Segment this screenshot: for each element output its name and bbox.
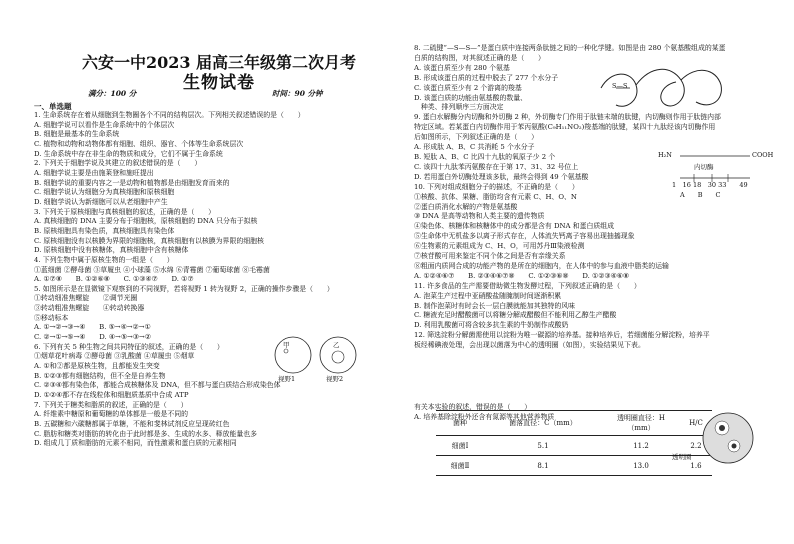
left-line: D. 细胞学说认为新细胞可以从老细胞中产生: [34, 197, 168, 206]
right-line: ⑥生物素的元素组成为 C、H、O，可用苏丹Ⅲ染液检测: [414, 242, 585, 251]
left-line: C. 原核细胞没有以核膜为界限的细胞核，真核细胞有以核膜为界限的细胞核: [34, 236, 264, 245]
right-line: 板经稀碘液处理，会出现以菌落为中心的透明圈（如图），实验结果见下表。: [414, 341, 645, 350]
table-cell: 细菌Ⅰ: [436, 436, 484, 456]
enzyme-label: 内切酶: [694, 163, 714, 171]
right-line: ③ DNA 是高等动物和人类主要的遗传物质: [414, 212, 545, 221]
table-header: H/C: [680, 411, 712, 436]
right-line: B. 制作泡菜时有时会长一层白膜就能加其独特的风味: [414, 301, 576, 310]
exam-subtitle: 生物试卷: [183, 73, 255, 93]
left-line: B. ①②③都有细胞结构，但不全是自养生物: [34, 371, 166, 380]
left-line: D. 生命系统中存在非生命的物质和成分，它们不属于生命系统: [34, 149, 223, 158]
exam-title: 六安一中2023 届高三年级第二次月考: [81, 53, 357, 72]
left-line: ①烟草花叶病毒 ②酵母菌 ③乳酸菌 ④草履虫 ⑤烟草: [34, 352, 195, 361]
left-line: 5. 如图所示是在显微镜下观察到的不同视野，若将视野 1 转为视野 2，正确的操作步骤是（ ）: [34, 284, 334, 293]
left-line: 4. 下列生物中属于原核生物的一组是（ ）: [34, 255, 174, 264]
view1-label: 视野1: [278, 375, 296, 383]
clear-zone-label: 透明圈: [672, 453, 692, 461]
left-line: C. 细胞学说认为细胞分为真核细胞和原核细胞: [34, 188, 175, 197]
left-line: B. 细胞学说的重要内容之一是动物和植物都是由细胞发育而来的: [34, 178, 230, 187]
right-line: A. ①②④⑥⑦ B. ②③④⑥⑦⑧ C. ①②③⑥⑧ D. ①②③④⑥⑧: [414, 271, 630, 280]
table-header: 透明圈直径：H（mm）: [602, 411, 680, 436]
right-line: A. 形成肽 A、B、C 共消耗 5 个水分子: [414, 143, 535, 152]
right-line: ⑦核苷酸可用来鉴定不同个体之间是否有亲缘关系: [414, 252, 566, 261]
left-line: A. ①⑦⑧ B. ①②⑥⑧ C. ①③④⑦ D. ①⑦: [34, 275, 194, 284]
jia-label: 甲: [283, 341, 290, 349]
left-line: ①转动细准焦螺旋 ②调节光圈: [34, 294, 138, 303]
peptide-positions: 1 16 18 30 33 49: [672, 181, 748, 189]
right-line: 9. 蛋白水解酶分内切酶和外切酶 2 种，外切酶专门作用于肽链末端的肽键，内切酶则作用于肽链内部: [414, 113, 721, 122]
left-line: D. 组成几丁质和脂肪的元素不相同，而性激素和蛋白质的元素相同: [34, 439, 237, 448]
table-cell: 1.6: [680, 456, 712, 476]
right-line: D. 若用蛋白外切酶处理该多肽，最终会得到 49 个氨基酸: [414, 172, 589, 181]
table-header: 菌落直径：C（mm）: [484, 411, 602, 436]
left-line: C. ②→①→⑤→④ D. ④→⑤→③→②: [34, 333, 151, 342]
left-line: 6. 下列有关 5 种生物之间共同特征的叙述，正确的是（ ）: [34, 342, 224, 351]
left-line: C. ②③④都有染色体，都能合成核糖体及 DNA，但不都与蛋白质结合形成染色体: [34, 381, 281, 390]
right-line: A. 该蛋白质至少有 280 个氨基: [414, 63, 510, 72]
bacteria-table: [436, 410, 712, 476]
right-line: 10. 下列对组成细胞分子的描述，不正确的是（ ）: [414, 182, 579, 191]
right-line: 8. 二硫键“—S—S—”是蛋白质中连接两条肽链之间的一种化学键。如图是由 280 个氨基酸组成的某蛋: [414, 44, 726, 52]
right-line: C. 该蛋白质至少有 2 个游离的羧基: [414, 83, 522, 92]
exam-time: 时间：90 分钟: [272, 89, 323, 98]
right-line: 特定区域。若某蛋白内切酶作用于苯丙氨酸(C₉H₁₁NO₂)羧基端的肽键，某四十九肽经该内切酶作用: [414, 123, 716, 132]
right-line: B. 形成该蛋白质的过程中脱去了 277 个水分子: [414, 73, 559, 82]
left-line: C. 脂肪和糖类对脂肪的转化由于此时都是多、生成的水多、释放能量也多: [34, 429, 258, 438]
right-line: 11. 许多食品的生产需要借助微生物发酵过程，下列叙述正确的是（ ）: [414, 281, 641, 290]
left-line: ③转动粗准焦螺旋 ④转动转换器: [34, 304, 145, 313]
yi-label: 乙: [333, 341, 340, 349]
left-line: C. 植物和动物和动物体都有细胞、组织、器官、个体等生命系统层次: [34, 139, 244, 148]
left-line: 7. 下列关于糖类和脂质的叙述，正确的是（ ）: [34, 400, 188, 409]
right-line: A. 培养基除淀粉外还含有氮源等其他营养物质: [414, 413, 555, 421]
left-line: A. 细胞学说可以看作是生命系统中的个体层次: [34, 120, 175, 129]
right-line: ①核酸、抗体、果糖、脂肪均含有元素 C、H、O、N: [414, 192, 577, 201]
h2n-label: H₂N: [658, 151, 672, 159]
peptide-segments: A B C: [680, 191, 721, 199]
left-line: B. 原核细胞具有染色质，真核细胞具有染色体: [34, 226, 175, 235]
left-line: D. ①②④都不存在线粒体和细胞质基质中合成 ATP: [34, 391, 189, 400]
view2-label: 视野2: [326, 375, 344, 383]
left-line: B. 细胞是最基本的生命系统: [34, 130, 120, 139]
table-row: [436, 436, 712, 456]
right-line: ②蛋白质消化水解的产物是氨基酸: [414, 202, 518, 211]
left-line: A. ①和②都是原核生物，且都能发生突变: [34, 362, 160, 371]
left-line: A. ①→②→③→④ B. ⑤→④→②→①: [34, 323, 151, 332]
left-line: 2. 下列关于细胞学说及其建立的叙述错误的是（ ）: [34, 159, 202, 168]
left-line: 3. 下列关于原核细胞与真核细胞的叙述，正确的是（ ）: [34, 207, 216, 216]
right-line: 后如图所示，下列叙述正确的是（ ）: [414, 133, 539, 142]
left-line: A. 真核细胞的 DNA 主要分布于细胞核，原核细胞的 DNA 只分布于拟核: [34, 217, 258, 226]
left-line: ①蓝细菌 ②酵母菌 ③草履虫 ④小球藻 ⑤水绵 ⑥青霉菌 ⑦葡萄球菌 ⑧毛霉菌: [34, 265, 270, 274]
right-line: D. 该蛋白质的功能由氨基酸的数量、: [414, 93, 528, 102]
section-heading: 一、单选题: [34, 102, 72, 111]
left-line: A. 细胞学说主要是由施莱登和施旺提出: [34, 168, 154, 177]
right-line: C. 糖液充足时醋酸菌可以将糖分解成醋酸但不能利用乙醇生产醋酸: [414, 311, 617, 320]
left-column: [34, 111, 404, 449]
right-line: 种类、排列顺序三方面决定: [414, 103, 504, 112]
right-line: ④染色体、核糖体和核糖体中的成分都是含有 DNA 和蛋白质组成: [414, 222, 615, 231]
right-line: 12. 筛选淀粉分解菌需使用以淀粉为唯一碳源的培养基。接种培养后，若细菌能分解淀粉，培养平: [414, 331, 710, 340]
left-line: 1. 生命系统存在着从细胞到生物圈各个不同的结构层次。下列相关叙述错误的是（ ）: [34, 111, 305, 119]
left-line: D. 原核细胞中没有核糖体，真核细胞中含有核糖体: [34, 246, 189, 255]
right-line: A. 泡菜生产过程中亚硝酸盐随腌制时间逐渐积累: [414, 291, 562, 300]
cooh-label: COOH: [752, 151, 774, 159]
table-header-row: [436, 411, 712, 436]
disulfide-label: S—S: [612, 82, 628, 90]
right-line: 有关本实验的叙述，错误的是（ ）: [414, 403, 532, 412]
table-row: [436, 456, 712, 476]
right-line: B. 短肽 A、B、C 比四十九肽的氧原子少 2 个: [414, 152, 556, 161]
left-line: B. 五碳糖和六碳糖都属于单糖，不能和斐林试剂反应呈现砖红色: [34, 420, 230, 428]
petri-dish-figure: [698, 408, 758, 468]
right-line: ⑤生命体中无机盐多以离子形式存在，人体流失钙离子容易出现抽搐现象: [414, 232, 635, 241]
table-cell: 11.2: [602, 436, 680, 456]
table-cell: 细菌Ⅱ: [436, 456, 484, 476]
left-line: A. 纤维素中糖原和葡萄糖的单体都是一般是不同的: [34, 410, 189, 419]
full-score: 满分：100 分: [88, 89, 137, 98]
table-header: 菌种: [436, 411, 484, 436]
table-cell: 2.2: [680, 436, 712, 456]
right-line: D. 利用乳酸菌可将含较多抗生素的牛奶制作成酸奶: [414, 321, 569, 330]
table-cell: 8.1: [484, 456, 602, 476]
protein-structure-figure: [596, 60, 756, 120]
table-cell: 13.0: [602, 456, 680, 476]
right-line: C. 该四十九肽苯丙氨酸存在于第 17、31、32 号位上: [414, 162, 579, 171]
right-line: 白质的结构图，对其叙述正确的是（ ）: [414, 53, 545, 62]
left-line: ⑤移动标本: [34, 313, 69, 322]
right-line: ⑧粗面内质网合成的功能产物的是所在的细胞内，在人体中的参与血液中脂类的运输: [414, 261, 669, 270]
table-cell: 5.1: [484, 436, 602, 456]
